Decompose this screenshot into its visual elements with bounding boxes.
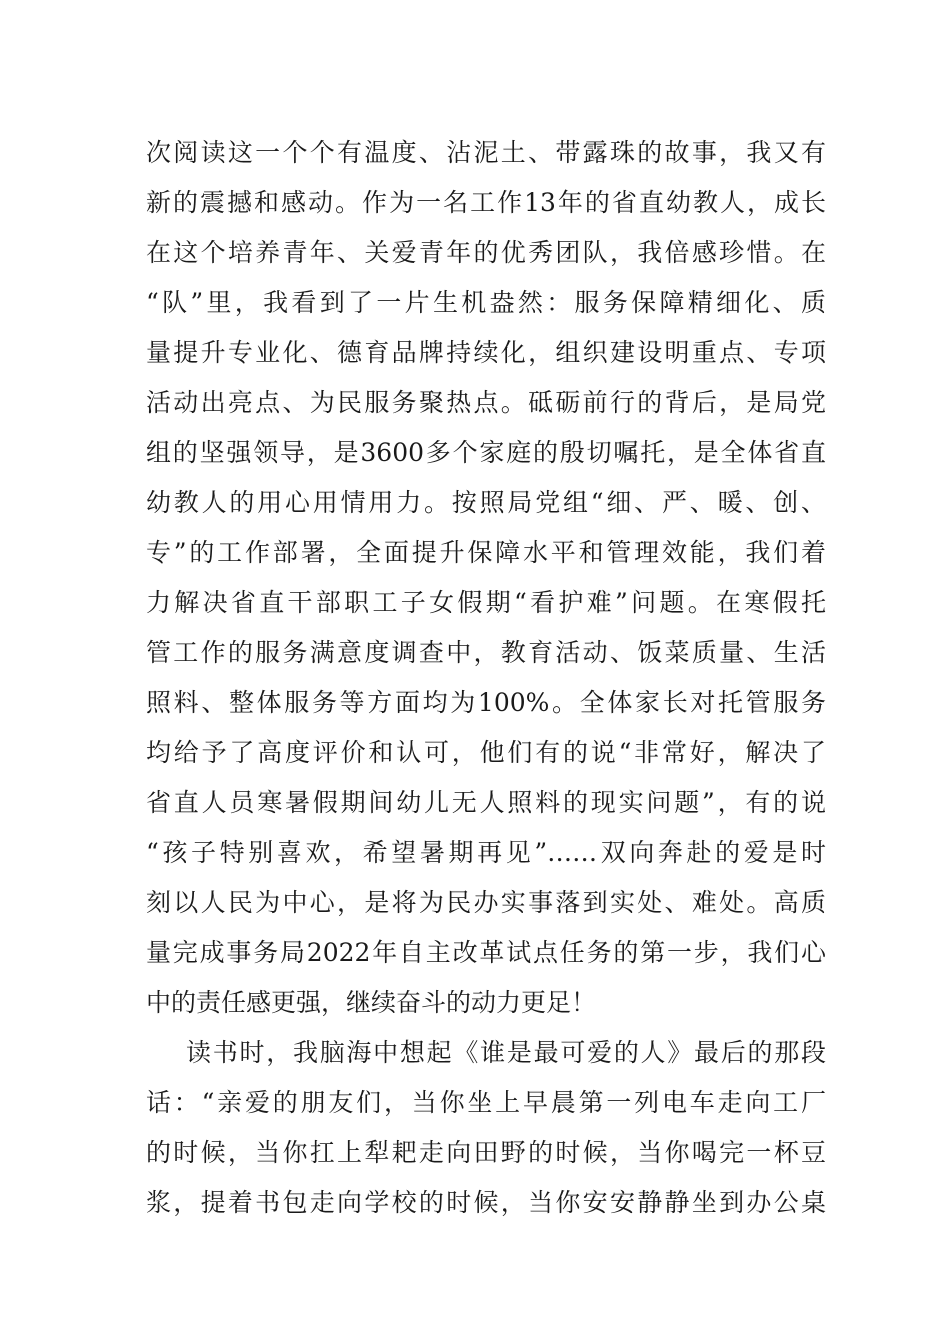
text-line: 话：“亲爱的朋友们，当你坐上早晨第一列电车走向工厂 (146, 1088, 826, 1117)
text-line: 幼教人的用心用情用力。按照局党组“细、严、暖、创、 (146, 488, 826, 517)
text-line: 力解决省直干部职工子女假期“看护难”问题。在寒假托 (146, 588, 826, 617)
text-line: 专”的工作部署，全面提升保障水平和管理效能，我们着 (146, 538, 826, 567)
text-line: 次阅读这一个个有温度、沾泥土、带露珠的故事，我又有 (146, 138, 826, 167)
text-line: “孩子特别喜欢，希望暑期再见”……双向奔赴的爱是时 (146, 838, 826, 867)
text-line: 量提升专业化、德育品牌持续化，组织建设明重点、专项 (146, 338, 826, 367)
body-text (146, 128, 826, 1228)
text-line: 照料、整体服务等方面均为100%。全体家长对托管服务 (146, 688, 826, 717)
text-line: 刻以人民为中心，是将为民办实事落到实处、难处。高质 (146, 888, 826, 917)
text-line: 活动出亮点、为民服务聚热点。砥砺前行的背后，是局党 (146, 388, 826, 417)
text-line: 量完成事务局2022年自主改革试点任务的第一步，我们心 (146, 938, 826, 967)
text-line: 省直人员寒暑假期间幼儿无人照料的现实问题”，有的说 (146, 788, 826, 817)
text-line: 管工作的服务满意度调查中，教育活动、饭菜质量、生活 (146, 638, 826, 667)
text-line: 在这个培养青年、关爱青年的优秀团队，我倍感珍惜。在 (146, 238, 826, 267)
text-line: 浆，提着书包走向学校的时候，当你安安静静坐到办公桌 (146, 1188, 826, 1217)
text-line: 组的坚强领导，是3600多个家庭的殷切嘱托，是全体省直 (146, 438, 826, 467)
text-line: 新的震撼和感动。作为一名工作13年的省直幼教人，成长 (146, 188, 826, 217)
text-line: 均给予了高度评价和认可，他们有的说“非常好，解决了 (146, 738, 826, 767)
text-line: “队”里，我看到了一片生机盎然：服务保障精细化、质 (146, 288, 826, 317)
text-line: 中的责任感更强，继续奋斗的动力更足！ (146, 988, 597, 1017)
text-line: 的时候，当你扛上犁耙走向田野的时候，当你喝完一杯豆 (146, 1138, 826, 1167)
text-line: 读书时，我脑海中想起《谁是最可爱的人》最后的那段 (186, 1038, 826, 1067)
